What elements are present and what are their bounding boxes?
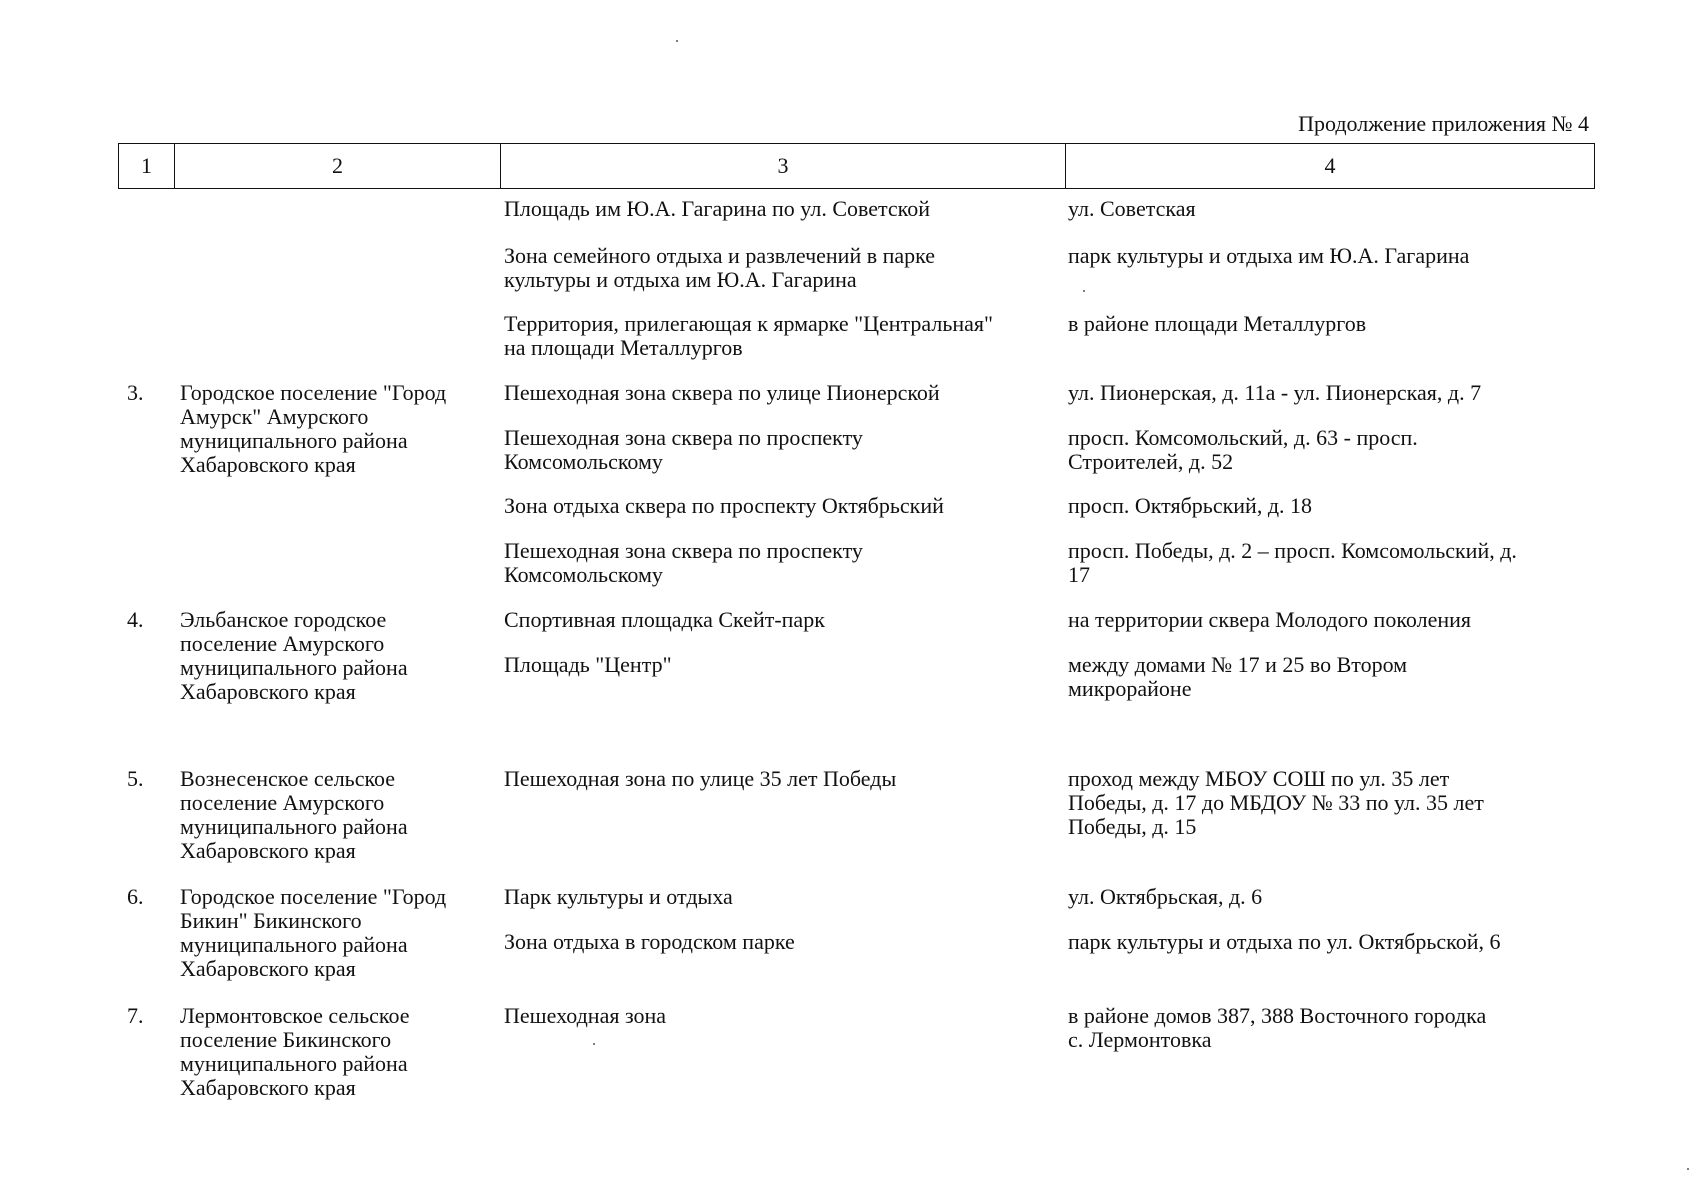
- row-number: 5.: [127, 766, 144, 791]
- address-cell: ул. Октябрьская, д. 6: [1068, 884, 1263, 909]
- address-cell: парк культуры и отдыха им Ю.А. Гагарина: [1068, 243, 1470, 268]
- row-number: 3.: [127, 380, 144, 405]
- place-cell: Пешеходная зона сквера по проспекту Комсомольскому: [504, 425, 863, 474]
- address-cell: просп. Победы, д. 2 – просп. Комсомольский, д. 17: [1068, 538, 1517, 587]
- header-row: [119, 144, 1595, 189]
- address-cell: проход между МБОУ СОШ по ул. 35 лет Победы, д. 17 до МБДОУ № 33 по ул. 35 лет Победы, д. 15: [1068, 766, 1484, 839]
- place-cell: Пешеходная зона сквера по проспекту Комсомольскому: [504, 538, 863, 587]
- header-col-2: 2: [175, 144, 501, 189]
- address-cell: парк культуры и отдыха по ул. Октябрьской, 6: [1068, 929, 1501, 954]
- place-cell: Пешеходная зона по улице 35 лет Победы: [504, 766, 897, 791]
- place-cell: Пешеходная зона сквера по улице Пионерской: [504, 380, 940, 405]
- settlement-cell: Вознесенское сельское поселение Амурского муниципального района Хабаровского края: [180, 766, 408, 863]
- place-cell: Пешеходная зона: [504, 1003, 667, 1028]
- row-number: 4.: [127, 607, 144, 632]
- place-cell: Площадь им Ю.А. Гагарина по ул. Советской: [504, 196, 931, 221]
- scan-speck: [676, 40, 678, 42]
- settlement-cell: Городское поселение "Город Амурск" Амурского муниципального района Хабаровского края: [180, 380, 447, 477]
- scan-speck: [593, 1043, 595, 1045]
- place-cell: Территория, прилегающая к ярмарке "Центральная" на площади Металлургов: [504, 311, 994, 360]
- address-cell: ул. Советская: [1068, 196, 1196, 221]
- header-col-3: 3: [501, 144, 1066, 189]
- address-cell: ул. Пионерская, д. 11а - ул. Пионерская, д. 7: [1068, 380, 1482, 405]
- scan-speck: [1083, 290, 1085, 292]
- address-cell: просп. Комсомольский, д. 63 - просп. Строителей, д. 52: [1068, 425, 1418, 474]
- place-cell: Зона отдыха сквера по проспекту Октябрьский: [504, 493, 944, 518]
- scan-speck: [1687, 1168, 1689, 1170]
- header-col-1: 1: [119, 144, 175, 189]
- address-cell: в районе домов 387, 388 Восточного городка с. Лермонтовка: [1068, 1003, 1487, 1052]
- row-number: 6.: [127, 884, 144, 909]
- table-header: [118, 143, 1595, 189]
- address-cell: в районе площади Металлургов: [1068, 311, 1367, 336]
- settlement-cell: Городское поселение "Город Бикин" Бикинского муниципального района Хабаровского края: [180, 884, 447, 981]
- settlement-cell: Эльбанское городское поселение Амурского муниципального района Хабаровского края: [180, 607, 408, 704]
- settlement-cell: Лермонтовское сельское поселение Бикинского муниципального района Хабаровского края: [180, 1003, 410, 1100]
- header-col-4: 4: [1066, 144, 1595, 189]
- address-cell: просп. Октябрьский, д. 18: [1068, 493, 1313, 518]
- address-cell: между домами № 17 и 25 во Втором микрорайоне: [1068, 652, 1408, 701]
- place-cell: Площадь "Центр": [504, 652, 672, 677]
- place-cell: Зона семейного отдыха и развлечений в парке культуры и отдыха им Ю.А. Гагарина: [504, 243, 936, 292]
- place-cell: Зона отдыха в городском парке: [504, 929, 795, 954]
- place-cell: Спортивная площадка Скейт-парк: [504, 607, 825, 632]
- row-number: 7.: [127, 1003, 144, 1028]
- place-cell: Парк культуры и отдыха: [504, 884, 733, 909]
- appendix-caption: Продолжение приложения № 4: [1298, 111, 1589, 136]
- address-cell: на территории сквера Молодого поколения: [1068, 607, 1472, 632]
